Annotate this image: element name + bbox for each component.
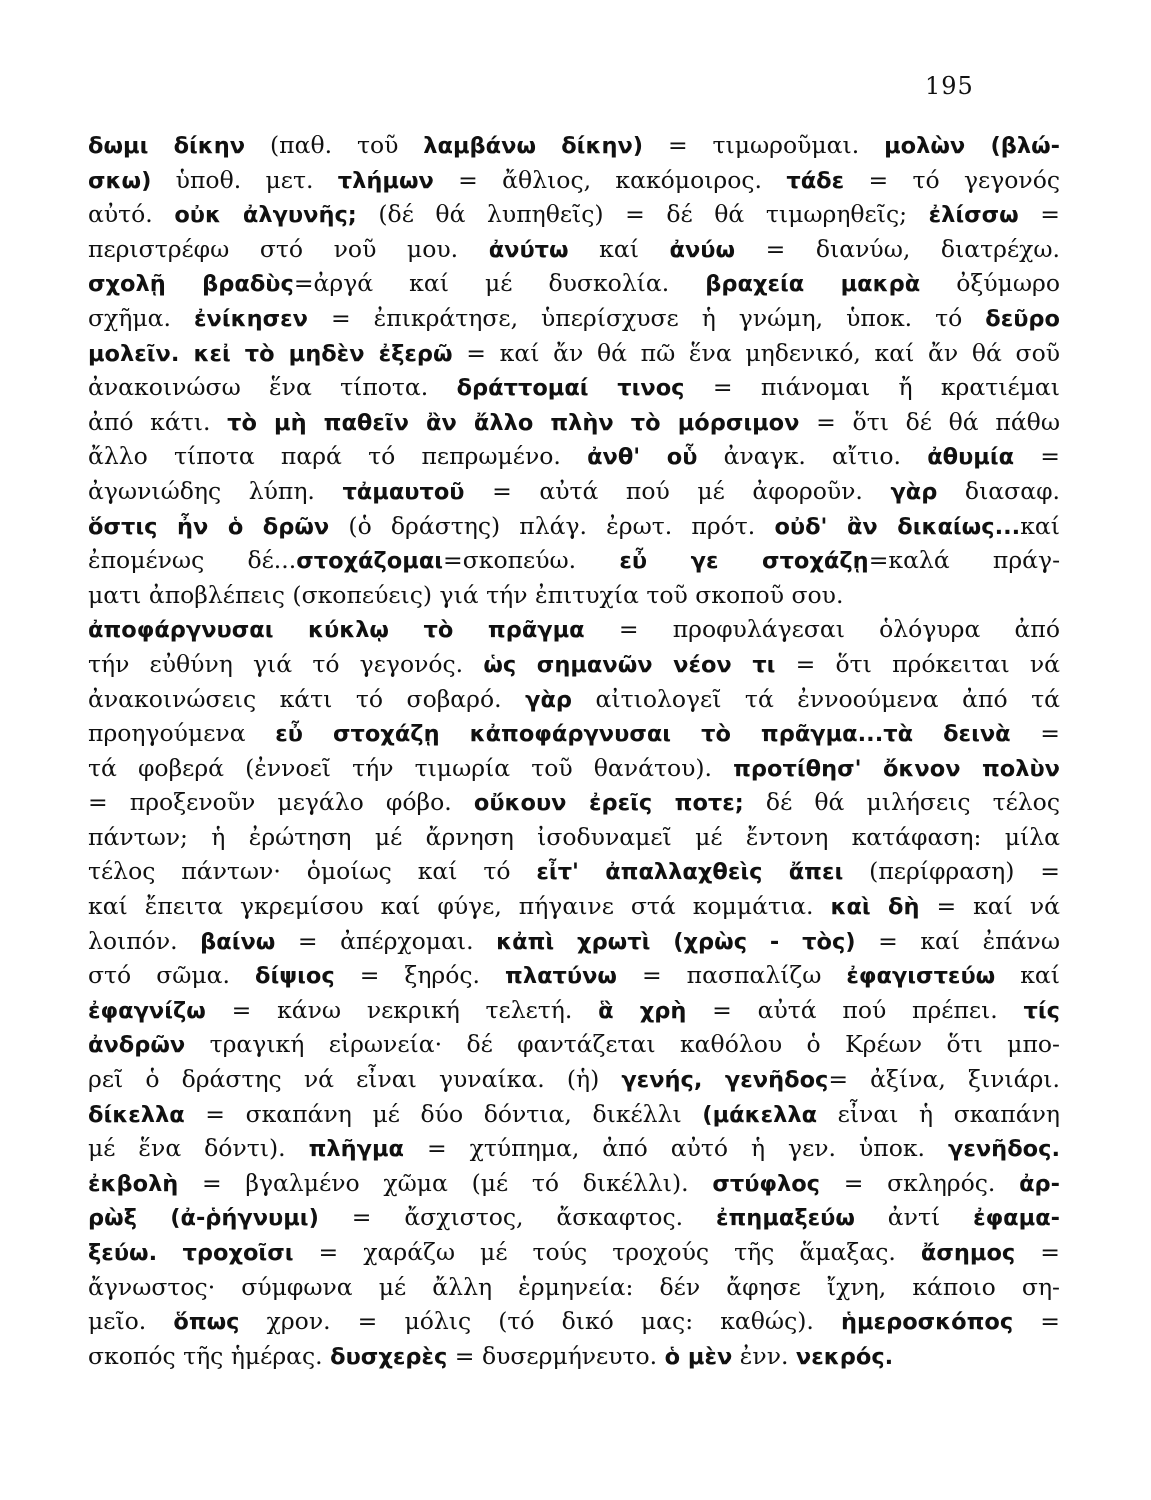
lemma-term: τἀμαυτοῦ — [342, 478, 465, 505]
gloss-text: = ὅτι δέ θά πάθω — [799, 407, 1060, 436]
text-line — [88, 370, 1060, 405]
lemma-term: ἀνθ' οὗ — [587, 444, 698, 471]
gloss-text: τά φοβερά (ἐννοεῖ τήν τιμωρία τοῦ θανάτου). — [88, 753, 734, 782]
text-line — [88, 1304, 1060, 1339]
lemma-term: εὖ γε στοχάζῃ — [619, 548, 869, 575]
lemma-term: μολεῖν. κεἰ τὸ μηδὲν ἐξερῶ — [88, 340, 453, 367]
text-line — [88, 405, 1060, 440]
text-line — [88, 854, 1060, 889]
gloss-text: = — [1018, 200, 1060, 229]
lemma-term: δεῦρο — [985, 305, 1060, 332]
text-line — [88, 439, 1060, 474]
text-line — [88, 924, 1060, 959]
gloss-text: = καί ἐπάνω — [855, 926, 1060, 955]
gloss-text: = ὅτι πρόκειται νά — [775, 649, 1060, 678]
text-line — [88, 958, 1060, 993]
text-line — [88, 543, 1060, 578]
lemma-term: δίκελλα — [88, 1101, 185, 1128]
gloss-text: = — [1015, 1238, 1060, 1266]
gloss-text: = αὐτά πού πρέπει. — [686, 995, 1024, 1024]
lemma-term: καὶ δὴ — [830, 894, 920, 921]
lemma-term: ἀποφάργνυσαι κύκλῳ τὸ πρᾶγμα — [88, 617, 585, 644]
text-line — [88, 1097, 1060, 1132]
lemma-term: οὔκουν ἐρεῖς ποτε; — [473, 790, 744, 817]
gloss-text: = χτύπημα, ἀπό αὐτό ἡ γεν. ὑποκ. — [403, 1134, 948, 1163]
gloss-text: = προφυλάγεσαι ὁλόγυρα ἀπό — [584, 615, 1060, 644]
gloss-text: λοιπόν. — [88, 926, 201, 955]
text-line — [88, 266, 1060, 301]
lemma-term: δυσχερὲς — [330, 1343, 448, 1370]
gloss-text: =ἀργά καί μέ δυσκολία. — [293, 269, 706, 298]
lemma-term: τάδε — [786, 167, 845, 194]
gloss-text: = — [1014, 442, 1060, 471]
gloss-text: = προξενοῦν μεγάλο φόβο. — [88, 788, 474, 817]
lemma-term: (μάκελλα — [702, 1101, 818, 1128]
gloss-text: ἀνακοινώσεις κάτι τό σοβαρό. — [88, 684, 526, 713]
lemma-term: οὐδ' ἂν δικαίως... — [774, 513, 1021, 540]
gloss-text: αἰτιολογεῖ τά ἐννοούμενα ἀπό τά — [572, 684, 1060, 713]
gloss-text: = πασπαλίζω — [616, 961, 847, 990]
lemma-term: εὖ στοχάζῃ κἀποφάργνυσαι τὸ πρᾶγμα...τὰ δεινὰ — [275, 721, 1011, 748]
lemma-term: ἄσημος — [920, 1240, 1016, 1266]
gloss-text: σκοπός τῆς ἡμέρας. — [88, 1341, 331, 1370]
lemma-term: προτίθησ' ὄκνον πολὺν — [733, 755, 1060, 782]
text-line — [88, 785, 1060, 820]
lemma-term: ἀνύω — [669, 236, 736, 263]
gloss-text: = σκαπάνη μέ δύο δόντια, δικέλλι — [184, 1099, 703, 1128]
gloss-text: δέ θά μιλήσεις τέλος — [743, 788, 1060, 817]
lemma-term: γὰρ — [890, 478, 938, 505]
lemma-term: τίς — [1023, 997, 1060, 1024]
text-line — [88, 682, 1060, 717]
lemma-term: κἀπὶ χρωτὶ (χρὼς - τὸς) — [496, 928, 856, 955]
gloss-text: τέλος πάντων· ὁμοίως καί τό — [88, 857, 537, 886]
lemma-term: στύφλος — [712, 1170, 821, 1197]
text-line — [88, 336, 1060, 371]
text-line — [88, 197, 1060, 232]
lemma-term: ἐνίκησεν — [193, 305, 308, 332]
gloss-text: μέ ἕνα δόντι). — [88, 1134, 309, 1163]
lemma-term: ἀρ- — [1019, 1170, 1060, 1197]
text-line — [88, 163, 1060, 198]
gloss-text: ἀνακοινώσω ἕνα τίποτα. — [88, 373, 457, 402]
gloss-text: μεῖο. — [88, 1307, 174, 1336]
gloss-text: καί ἔπειτα γκρεμίσου καί φύγε, πήγαινε στά κομμάτια. — [88, 892, 831, 921]
text-line — [88, 1235, 1060, 1270]
lemma-term: ἀνδρῶν — [88, 1032, 186, 1059]
text-line — [88, 820, 1060, 855]
text-line — [88, 1131, 1060, 1166]
lemma-term: στοχάζομαι — [296, 548, 444, 575]
text-line — [88, 1166, 1060, 1201]
lemma-term: ὡς σημανῶν νέον τι — [483, 651, 776, 678]
gloss-text: ἀντί — [854, 1203, 974, 1232]
gloss-text: (δέ θά λυπηθεῖς) = δέ θά τιμωρηθεῖς; — [356, 200, 929, 229]
text-line — [88, 509, 1060, 544]
lemma-term: πλατύνω — [505, 963, 617, 990]
lemma-term: ξεύω. τροχοῖσι — [88, 1240, 294, 1266]
gloss-text: = χαράζω μέ τούς τροχούς τῆς ἅμαξας. — [293, 1238, 921, 1266]
text-line — [88, 889, 1060, 924]
lemma-term: πλῆγμα — [308, 1136, 404, 1163]
gloss-text: (παθ. τοῦ — [245, 131, 424, 159]
text-line — [88, 578, 1060, 613]
gloss-text: = πιάνομαι ἤ κρατιέμαι — [684, 373, 1060, 402]
lemma-term: ρὼξ (ἀ-ῥήγνυμι) — [88, 1205, 319, 1232]
gloss-text: αὐτό. — [88, 200, 175, 229]
lemma-term: ἀθυμία — [927, 444, 1015, 471]
gloss-text: = τό γεγονός — [844, 165, 1060, 194]
commentary-text — [88, 128, 1060, 1373]
lemma-term: δωμι δίκην — [88, 133, 246, 159]
lemma-term: ἃ χρὴ — [598, 997, 687, 1024]
gloss-text: = καί ἄν θά πῶ ἕνα μηδενικό, καί ἄν θά σοῦ — [452, 338, 1060, 367]
text-line — [88, 301, 1060, 336]
text-line — [88, 751, 1060, 786]
gloss-text: = διανύω, διατρέχω. — [735, 234, 1060, 263]
lemma-term: εἶτ' ἀπαλλαχθεὶς ἄπει — [536, 859, 844, 886]
lemma-term: ἐπημαξεύω — [715, 1205, 855, 1232]
lemma-term: ἡμεροσκόπος — [840, 1309, 1014, 1336]
gloss-text: τήν εὐθύνη γιά τό γεγονός. — [88, 649, 484, 678]
text-line — [88, 128, 1060, 163]
lemma-term: ἐφαγνίζω — [88, 997, 206, 1024]
gloss-text: =σκοπεύω. — [443, 546, 620, 575]
lemma-term: ἐλίσσω — [928, 202, 1019, 229]
lemma-term: ὁ μὲν — [664, 1343, 733, 1370]
gloss-text: προηγούμενα — [88, 719, 276, 748]
gloss-text: = τιμωροῦμαι. — [643, 131, 885, 159]
lemma-term: λαμβάνω δίκην) — [423, 133, 644, 159]
gloss-text: = — [1010, 719, 1060, 748]
gloss-text: καί — [1020, 511, 1060, 540]
gloss-text: ρεῖ ὁ δράστης νά εἶναι γυναίκα. (ἡ) — [88, 1065, 622, 1094]
gloss-text: = — [1013, 1307, 1060, 1336]
lemma-term: μολὼν (βλώ- — [884, 133, 1060, 159]
text-line — [88, 474, 1060, 509]
gloss-text: τραγική εἰρωνεία· δέ φαντάζεται καθόλου ὁ Κρέων ὅτι μπο- — [185, 1030, 1060, 1059]
lemma-term: ἐκβολὴ — [88, 1170, 179, 1197]
gloss-text: (ὁ δράστης) πλάγ. ἐρωτ. πρότ. — [329, 511, 775, 540]
gloss-text: (περίφραση) = — [843, 857, 1060, 886]
gloss-text: καί — [568, 234, 670, 263]
gloss-text: = ἀπέρχομαι. — [275, 926, 497, 955]
text-line — [88, 716, 1060, 751]
text-line — [88, 647, 1060, 682]
gloss-text: ματι ἀποβλέπεις (σκοπεύεις) γιά τήν ἐπιτυχία τοῦ σκοποῦ σου. — [88, 580, 844, 609]
lemma-term: τλήμων — [337, 167, 434, 194]
gloss-text: ὀξύμωρο — [920, 269, 1060, 298]
gloss-text: = κάνω νεκρική τελετή. — [205, 995, 599, 1024]
gloss-text: = αὐτά πού μέ ἀφοροῦν. — [464, 476, 891, 505]
gloss-text: ἐπομένως δέ... — [88, 546, 297, 575]
lemma-term: ἐφαγιστεύω — [846, 963, 996, 990]
lemma-term: ἐφαμα- — [973, 1205, 1060, 1232]
text-line — [88, 612, 1060, 647]
lemma-term: οὐκ ἀλγυνῆς; — [174, 202, 357, 229]
gloss-text: ἐνν. — [732, 1341, 796, 1370]
gloss-text: ἄλλο τίποτα παρά τό πεπρωμένο. — [88, 442, 588, 471]
gloss-text: καί — [995, 961, 1060, 990]
gloss-text: ὑποθ. μετ. — [151, 165, 338, 194]
text-line — [88, 232, 1060, 267]
gloss-text: =καλά πράγ- — [868, 546, 1060, 575]
lemma-term: βραχεία μακρὰ — [705, 271, 921, 298]
gloss-text: = σκληρός. — [820, 1168, 1020, 1197]
gloss-text: = ἐπικράτησε, ὑπερίσχυσε ἡ γνώμη, ὑποκ. τό — [307, 303, 986, 332]
text-line — [88, 1200, 1060, 1235]
gloss-text: πάντων; ἡ ἐρώτηση μέ ἄρνηση ἰσοδυναμεῖ μέ ἔντονη κατάφαση: μίλα — [88, 822, 1060, 851]
lemma-term: δράττομαί τινος — [456, 375, 685, 402]
gloss-text: περιστρέφω στό νοῦ μου. — [88, 234, 489, 263]
text-line — [88, 993, 1060, 1028]
text-line — [88, 1270, 1060, 1305]
gloss-text: ἀπό κάτι. — [88, 407, 228, 436]
gloss-text: = ἀξίνα, ξινιάρι. — [828, 1065, 1060, 1094]
gloss-text: = ἄσχιστος, ἄσκαφτος. — [318, 1203, 716, 1232]
lemma-term: σκω) — [88, 167, 152, 194]
lemma-term: τὸ μὴ παθεῖν ἂν ἄλλο πλὴν τὸ μόρσιμον — [227, 409, 800, 436]
gloss-text: διασαφ. — [937, 476, 1060, 505]
lemma-term: γενῆδος. — [948, 1136, 1060, 1163]
text-line — [88, 1339, 1060, 1374]
lemma-term: σχολῇ βραδὺς — [88, 271, 294, 298]
gloss-text: ἀγωνιώδης λύπη. — [88, 476, 343, 505]
page-number: 195 — [925, 72, 974, 100]
gloss-text: χρον. = μόλις (τό δικό μας: καθώς). — [239, 1307, 841, 1336]
gloss-text: = βγαλμένο χῶμα (μέ τό δικέλλι). — [178, 1168, 713, 1197]
lemma-term: δίψιος — [255, 963, 335, 990]
lemma-term: ὅπως — [173, 1309, 240, 1336]
text-line — [88, 1027, 1060, 1062]
gloss-text: = ξηρός. — [334, 961, 506, 990]
gloss-text: εἶναι ἡ σκαπάνη — [817, 1099, 1060, 1128]
lemma-term: γενής, γενῆδος — [621, 1067, 829, 1094]
gloss-text: = καί νά — [919, 892, 1060, 921]
gloss-text: στό σῶμα. — [88, 961, 256, 990]
gloss-text: = ἄθλιος, κακόμοιρος. — [433, 165, 787, 194]
gloss-text: ἀναγκ. αἴτιο. — [697, 442, 928, 471]
gloss-text: σχῆμα. — [88, 303, 194, 332]
lemma-term: ὅστις ἦν ὁ δρῶν — [88, 513, 330, 540]
text-line — [88, 1062, 1060, 1097]
lemma-term: ἀνύτω — [488, 236, 569, 263]
lemma-term: βαίνω — [200, 928, 276, 955]
gloss-text: ἄγνωστος· σύμφωνα μέ ἄλλη ἑρμηνεία: δέν ἄφησε ἴχνη, κάποιο ση- — [88, 1272, 1060, 1301]
gloss-text: = δυσερμήνευτο. — [447, 1341, 665, 1370]
lemma-term: γὰρ — [525, 686, 573, 713]
lemma-term: νεκρός. — [795, 1343, 894, 1370]
